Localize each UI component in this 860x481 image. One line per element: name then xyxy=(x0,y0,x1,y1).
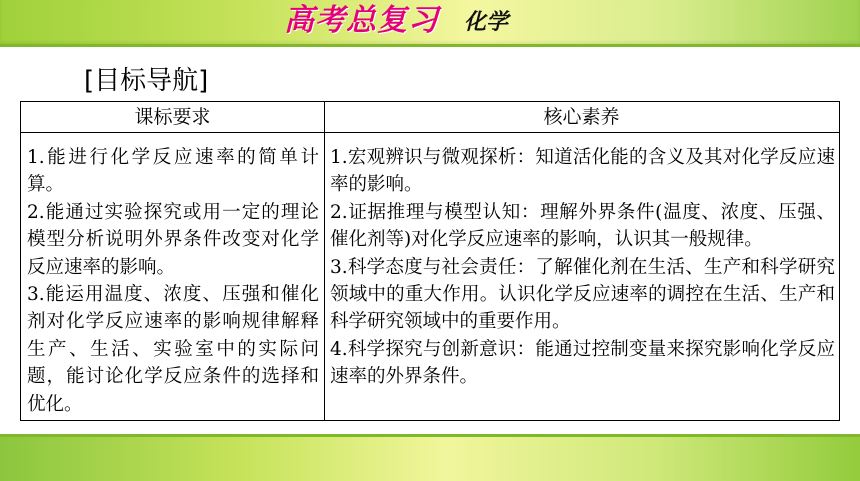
goals-table xyxy=(20,101,840,421)
competency-cell xyxy=(330,144,835,391)
column-divider xyxy=(324,102,325,420)
list-item: 2.能通过实验探究或用一定的理论模型分析说明外界条件改变对化学反应速率的影响。 xyxy=(27,201,319,278)
list-item: 2.证据推理与模型认知：理解外界条件(温度、浓度、压强、催化剂等)对化学反应速率的影响，认识其一般规律。 xyxy=(330,201,835,251)
header-title: 高考总复习 xyxy=(284,3,439,38)
list-item: 1.宏观辨识与微观探析：知道活化能的含义及其对化学反应速率的影响。 xyxy=(330,147,835,196)
section-title: [目标导航] xyxy=(84,66,209,96)
list-item: 1.能进行化学反应速率的简单计算。 xyxy=(27,147,319,196)
list-item: 3.科学态度与社会责任：了解催化剂在生活、生产和科学研究领域中的重大作用。认识化学反应速率的调控在生活、生产和科学研究领域中的重要作用。 xyxy=(330,256,835,333)
bottom-banner xyxy=(0,437,860,481)
table-header-row xyxy=(21,102,839,133)
curriculum-cell xyxy=(27,144,319,418)
header-curriculum: 课标要求 xyxy=(134,106,211,128)
header-subject: 化学 xyxy=(464,10,509,35)
list-item: 4.科学探究与创新意识：能通过控制变量来探究影响化学反应速率的外界条件。 xyxy=(330,338,835,388)
header-competency: 核心素养 xyxy=(543,106,620,128)
list-item: 3.能运用温度、浓度、压强和催化剂对化学反应速率的影响规律解释生产、生活、实验室中的实际问题，能讨论化学反应条件的选择和优化。 xyxy=(27,284,319,415)
top-banner-divider xyxy=(0,44,860,47)
